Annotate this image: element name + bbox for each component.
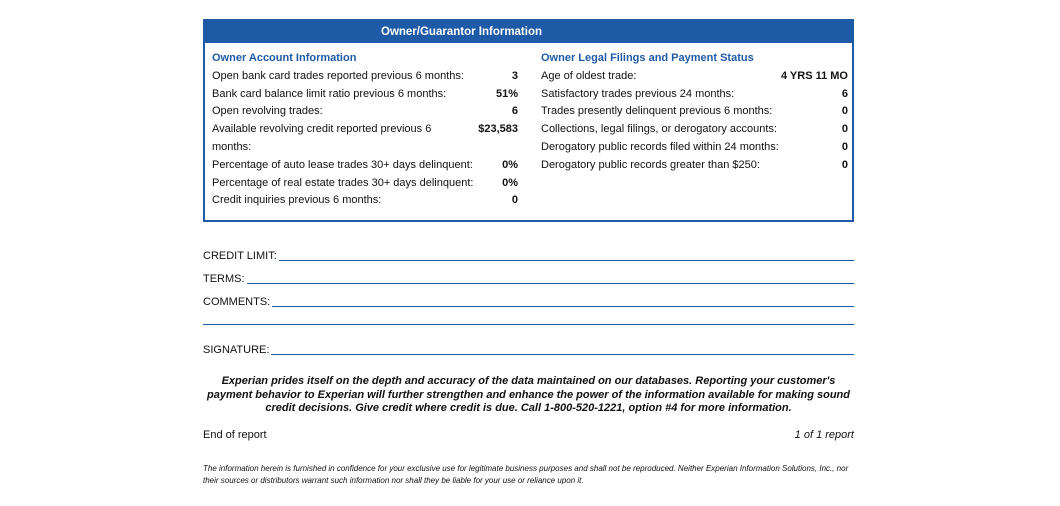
row-value: 0: [841, 123, 848, 136]
info-row: [541, 139, 848, 157]
row-label: Available revolving credit reported previous 6 months:: [212, 123, 432, 153]
terms-field[interactable]: [203, 266, 854, 286]
row-label: Collections, legal filings, or derogatory accounts:: [541, 123, 778, 136]
panel-title: Owner/Guarantor Information: [205, 21, 852, 43]
end-of-report-label: End of report: [203, 429, 267, 441]
info-row: [212, 157, 518, 175]
comments-line[interactable]: [272, 305, 854, 307]
row-label: Satisfactory trades previous 24 months:: [541, 87, 735, 100]
credit-limit-field[interactable]: [203, 243, 854, 263]
row-label: Percentage of real estate trades 30+ days delinquent:: [212, 176, 474, 189]
owner-guarantor-panel: [203, 19, 854, 222]
info-row: [212, 192, 518, 210]
row-label: Age of oldest trade:: [541, 69, 637, 82]
signature-line[interactable]: [271, 353, 854, 355]
info-row: [541, 157, 848, 175]
signature-field[interactable]: [203, 337, 854, 357]
row-label: Credit inquiries previous 6 months:: [212, 194, 382, 207]
legal-filings-title: Owner Legal Filings and Payment Status: [541, 52, 754, 64]
info-row: [212, 103, 518, 121]
row-label: Derogatory public records greater than $250:: [541, 158, 760, 171]
terms-line[interactable]: [247, 282, 854, 284]
owner-account-section: [212, 50, 518, 210]
row-label: Derogatory public records filed within 24 months:: [541, 140, 779, 153]
info-row: [212, 68, 518, 86]
credit-limit-label: CREDIT LIMIT:: [203, 250, 277, 262]
signature-label: SIGNATURE:: [203, 344, 270, 356]
terms-label: TERMS:: [203, 273, 245, 285]
comments-field[interactable]: [203, 289, 854, 309]
row-label: Trades presently delinquent previous 6 months:: [541, 105, 773, 118]
info-row: [541, 121, 848, 139]
owner-account-title: Owner Account Information: [212, 52, 357, 64]
row-label: Percentage of auto lease trades 30+ days delinquent:: [212, 158, 473, 171]
info-row: [541, 86, 848, 104]
info-row: [212, 175, 518, 193]
page-count-label: 1 of 1 report: [794, 429, 854, 441]
row-label: Bank card balance limit ratio previous 6 months:: [212, 87, 447, 100]
row-value: 0%: [502, 158, 518, 171]
legal-disclaimer: The information herein is furnished in confidence for your exclusive use for legitimate business purposes and shall not be reproduced. Neither Experian Information Solutions, Inc., nor their sources or distributors warrant such information nor shall they be liable for your use or reliance upon it.: [203, 464, 849, 485]
info-row: [541, 68, 848, 86]
info-row: [212, 121, 518, 157]
row-value: 0%: [502, 176, 518, 189]
comments-label: COMMENTS:: [203, 296, 271, 308]
row-value: 0: [841, 158, 848, 171]
experian-promo-text: Experian prides itself on the depth and accuracy of the data maintained on our databases. Reporting your customer's payment behavior to Experian will further strengthen and enhance the power of the information available for making sound credit decisions. Give credit where credit is due. Call 1-800-520-1221, option #4 for more information.: [207, 375, 850, 414]
row-value: 51%: [495, 87, 518, 100]
legal-filings-section: [541, 50, 848, 175]
row-label: Open revolving trades:: [212, 105, 323, 118]
row-value: $23,583: [478, 123, 518, 136]
row-value: 0: [841, 105, 848, 118]
comments-continuation-line[interactable]: [203, 324, 854, 325]
row-value: 0: [511, 194, 518, 207]
row-value: 0: [841, 140, 848, 153]
row-value: 3: [511, 69, 518, 82]
info-row: [212, 86, 518, 104]
info-row: [541, 103, 848, 121]
row-value: 6: [841, 87, 848, 100]
credit-limit-line[interactable]: [279, 259, 854, 261]
row-value: 6: [511, 105, 518, 118]
row-label: Open bank card trades reported previous 6 months:: [212, 69, 464, 82]
row-value: 4 YRS 11 MO: [780, 69, 848, 82]
